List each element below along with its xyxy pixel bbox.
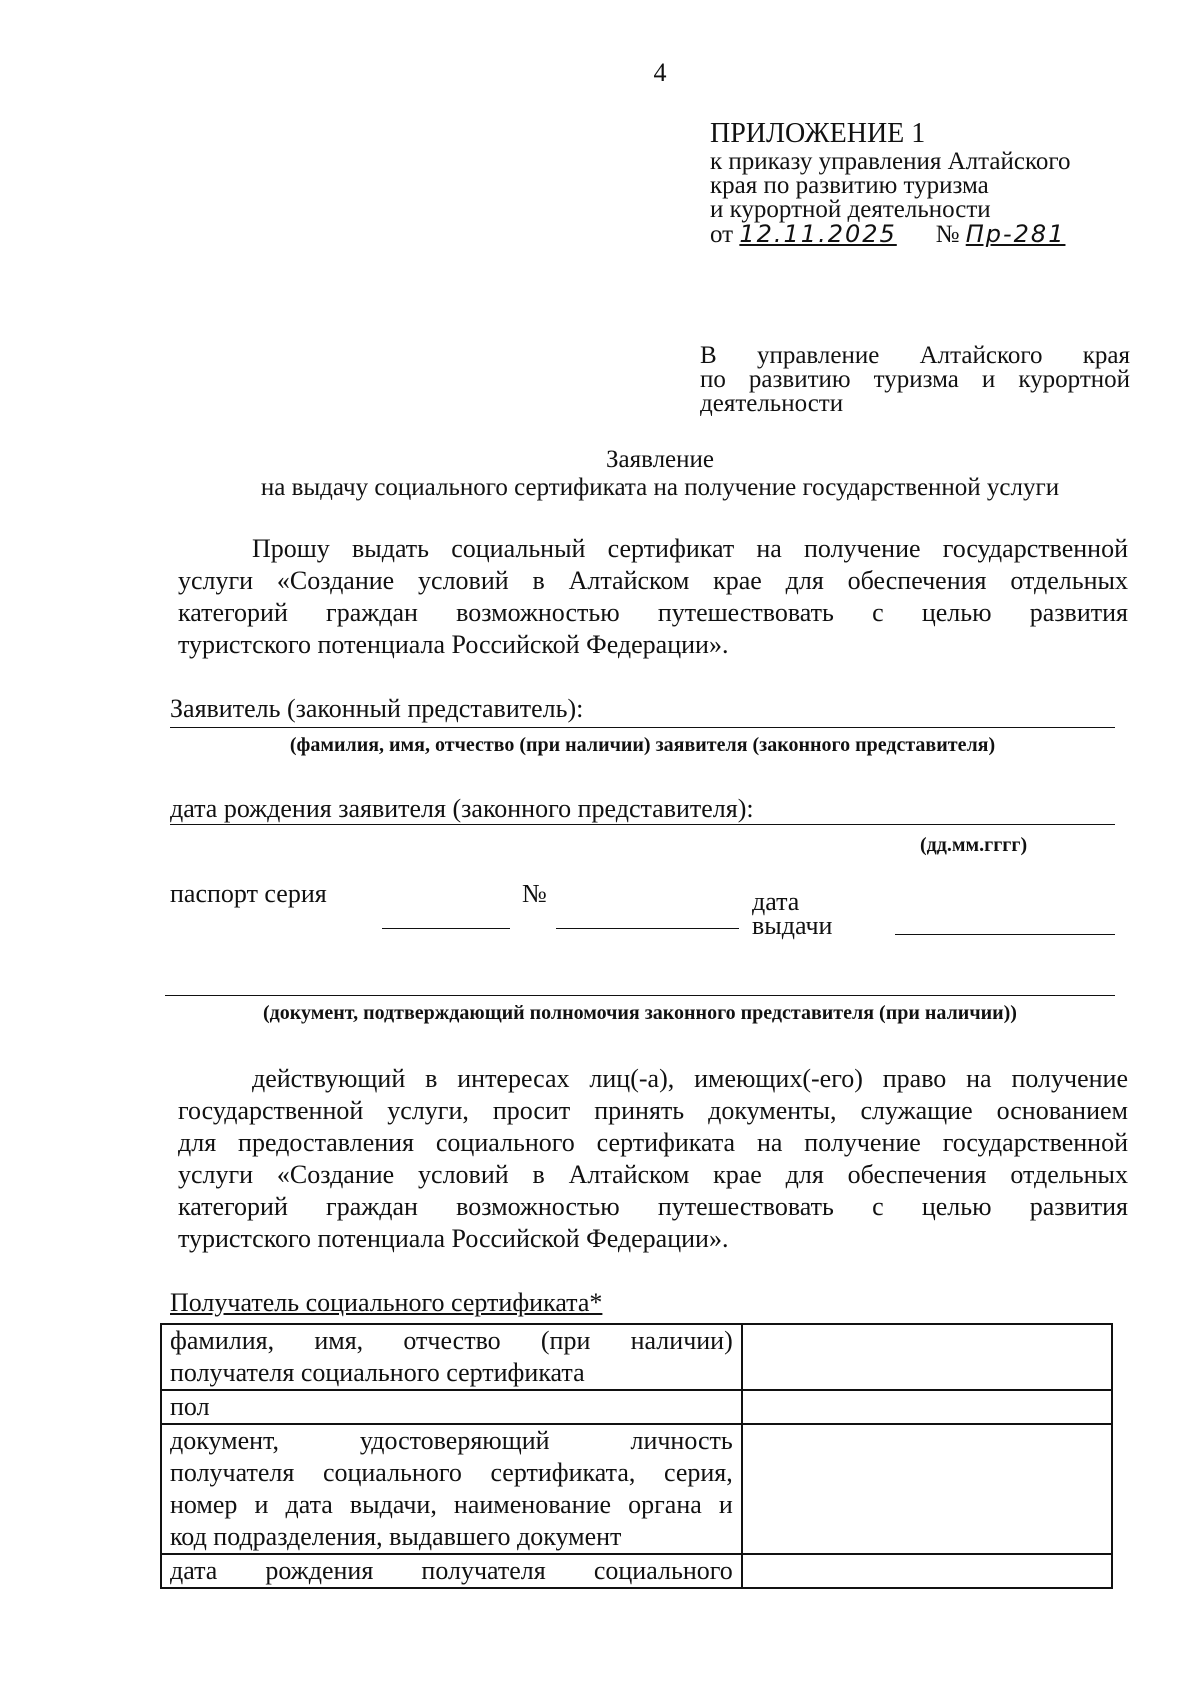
applicant-underline bbox=[170, 727, 1115, 728]
document-title: Заявление bbox=[605, 446, 715, 473]
recipient-table bbox=[160, 1323, 1113, 1589]
recipient-birth-date-label bbox=[161, 1554, 742, 1588]
passport-issue-label-1: дата bbox=[752, 887, 800, 916]
paragraph-line: туристского потенциала Российской Федерации». bbox=[178, 630, 729, 659]
authority-doc-underline bbox=[165, 995, 1115, 996]
passport-series-label: паспорт серия bbox=[170, 879, 327, 908]
date-prefix: от bbox=[710, 221, 734, 248]
paragraph-line: туристского потенциала Российской Федерации». bbox=[178, 1224, 729, 1253]
applicant-caption: (фамилия, имя, отчество (при наличии) заявителя (законного представителя) bbox=[289, 734, 996, 756]
appendix-line-1: к приказу управления Алтайского bbox=[710, 148, 1071, 175]
appendix-block bbox=[710, 118, 1140, 247]
cell-line: получателя социального сертификата bbox=[170, 1358, 585, 1387]
cell-line: код подразделения, выдавшего документ bbox=[170, 1522, 622, 1551]
cell-line: документ, удостоверяющий личность bbox=[170, 1426, 733, 1455]
cell-line: пол bbox=[170, 1392, 210, 1421]
addressee-line-3: деятельности bbox=[700, 390, 844, 417]
passport-series-underline bbox=[382, 928, 510, 929]
cell-line: дата рождения получателя социального bbox=[170, 1556, 733, 1585]
paragraph-line: Прошу выдать социальный сертификат на получение государственной bbox=[252, 534, 1128, 563]
recipient-id-document-label bbox=[161, 1424, 742, 1554]
table-row bbox=[161, 1390, 1112, 1424]
paragraph-line: категорий граждан возможностью путешествовать с целью развития bbox=[178, 598, 1128, 627]
addressee-block bbox=[700, 344, 1130, 416]
cell-line: фамилия, имя, отчество (при наличии) bbox=[170, 1326, 733, 1355]
appendix-line-3: и курортной деятельности bbox=[710, 196, 991, 223]
document-subtitle: на выдачу социального сертификата на получение государственной услуги bbox=[260, 474, 1060, 501]
cell-line: получателя социального сертификата, серия, bbox=[170, 1458, 733, 1487]
recipient-id-document-value[interactable] bbox=[742, 1424, 1112, 1554]
table-row bbox=[161, 1324, 1112, 1390]
cell-line: номер и дата выдачи, наименование органа и bbox=[170, 1490, 733, 1519]
paragraph-line: государственной услуги, просит принять документы, служащие основанием bbox=[178, 1096, 1128, 1125]
paragraph-line: услуги «Создание условий в Алтайском крае для обеспечения отдельных bbox=[178, 1160, 1128, 1189]
recipient-full-name-label bbox=[161, 1324, 742, 1390]
paragraph-line: категорий граждан возможностью путешествовать с целью развития bbox=[178, 1192, 1128, 1221]
appendix-date-line bbox=[710, 222, 1140, 247]
recipient-heading: Получатель социального сертификата* bbox=[170, 1288, 603, 1317]
page-number: 4 bbox=[653, 58, 667, 87]
passport-number-label: № bbox=[522, 879, 547, 908]
paragraph-line: действующий в интересах лиц(-а), имеющих(-его) право на получение bbox=[252, 1064, 1128, 1093]
addressee-line-1: В управление Алтайского края bbox=[700, 342, 1130, 369]
recipient-sex-value[interactable] bbox=[742, 1390, 1112, 1424]
appendix-line-2: края по развитию туризма bbox=[710, 172, 989, 199]
table-row bbox=[161, 1424, 1112, 1554]
handwritten-date: 12.11.2025 bbox=[739, 220, 897, 248]
request-paragraph bbox=[178, 533, 1128, 661]
appendix-title: ПРИЛОЖЕНИЕ 1 bbox=[710, 118, 926, 149]
applicant-label: Заявитель (законный представитель): bbox=[170, 694, 584, 723]
handwritten-number: Пр-281 bbox=[965, 220, 1066, 248]
passport-number-underline bbox=[556, 928, 739, 929]
birth-date-underline bbox=[170, 824, 1115, 825]
passport-issue-label-2: выдачи bbox=[752, 911, 833, 940]
number-prefix: № bbox=[935, 221, 960, 248]
acting-paragraph bbox=[178, 1063, 1128, 1255]
authority-doc-caption: (документ, подтверждающий полномочия законного представителя (при наличии)) bbox=[263, 1002, 1017, 1024]
passport-issue-date-underline bbox=[895, 934, 1115, 935]
table-row bbox=[161, 1554, 1112, 1588]
paragraph-line: для предоставления социального сертификата на получение государственной bbox=[178, 1128, 1128, 1157]
paragraph-line: услуги «Создание условий в Алтайском крае для обеспечения отдельных bbox=[178, 566, 1128, 595]
recipient-birth-date-value[interactable] bbox=[742, 1554, 1112, 1588]
birth-date-caption: (дд.мм.гггг) bbox=[920, 834, 1028, 856]
recipient-sex-label bbox=[161, 1390, 742, 1424]
recipient-full-name-value[interactable] bbox=[742, 1324, 1112, 1390]
addressee-line-2: по развитию туризма и курортной bbox=[700, 366, 1130, 393]
birth-date-label: дата рождения заявителя (законного представителя): bbox=[170, 794, 754, 823]
